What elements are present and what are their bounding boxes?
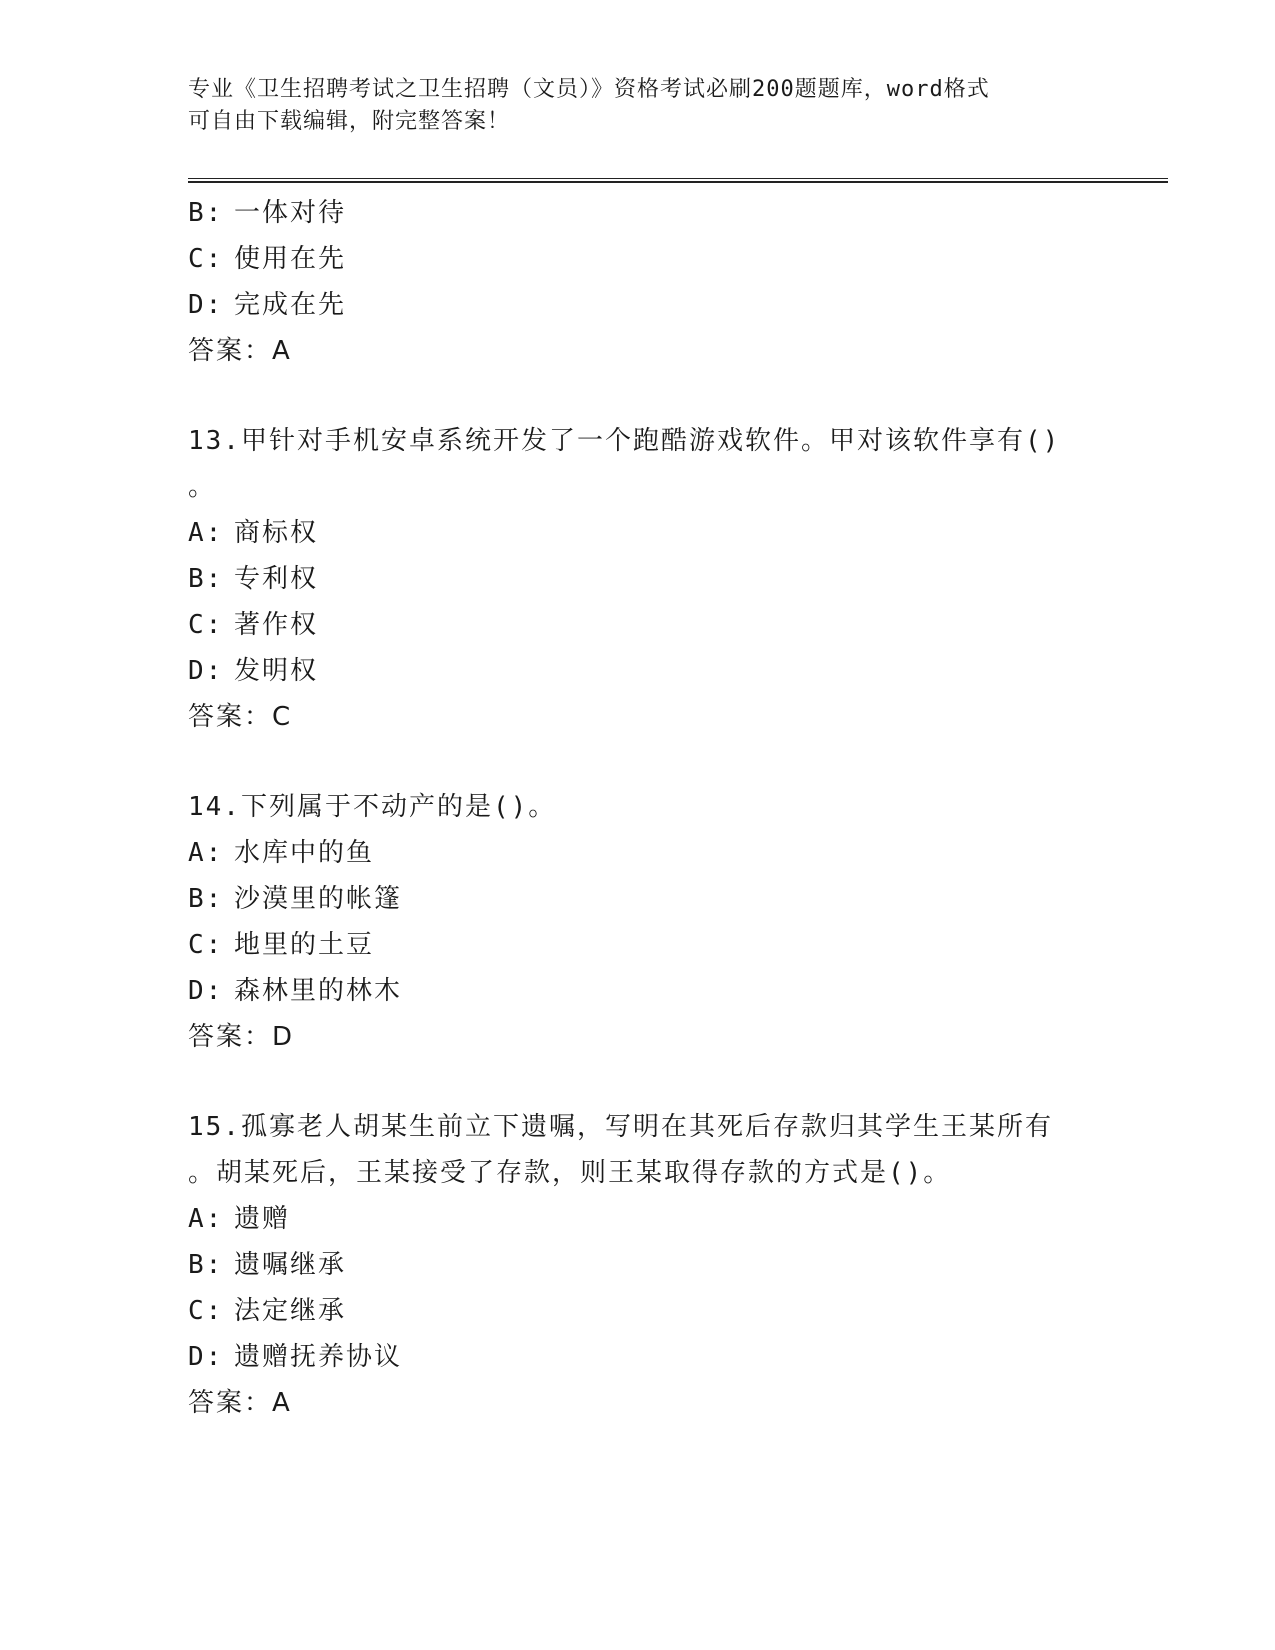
option-a	[188, 1196, 1088, 1242]
spacer	[188, 374, 1088, 418]
option-d	[188, 968, 1088, 1014]
header-line-2: 可自由下载编辑，附完整答案！	[188, 109, 511, 134]
option-text: 完成在先	[234, 290, 347, 320]
question-text-continued: 。胡某死后，王某接受了存款，则王某取得存款的方式是()。	[188, 1158, 952, 1188]
option-letter: C:	[188, 610, 224, 640]
option-c	[188, 236, 1088, 282]
answer-line: 答案：C	[188, 702, 293, 732]
option-letter: B:	[188, 198, 224, 228]
option-text: 使用在先	[234, 244, 347, 274]
option-a	[188, 830, 1088, 876]
option-letter: D:	[188, 976, 224, 1006]
answer-line: 答案：D	[188, 1022, 295, 1052]
option-b	[188, 556, 1088, 602]
option-text: 遗嘱继承	[234, 1250, 347, 1280]
option-letter: B:	[188, 884, 224, 914]
option-letter: C:	[188, 930, 224, 960]
question-text: 15.孤寡老人胡某生前立下遗嘱，写明在其死后存款归其学生王某所有	[188, 1112, 1053, 1142]
option-text: 森林里的林木	[234, 976, 403, 1006]
option-c	[188, 922, 1088, 968]
answer-line: 答案：A	[188, 336, 292, 366]
document-body	[188, 190, 1088, 1426]
question-text: 14.下列属于不动产的是()。	[188, 792, 557, 822]
document-header	[188, 74, 1068, 138]
option-letter: A:	[188, 518, 224, 548]
option-d	[188, 1334, 1088, 1380]
option-letter: B:	[188, 1250, 224, 1280]
option-letter: B:	[188, 564, 224, 594]
question-15	[188, 1104, 1088, 1426]
option-letter: A:	[188, 838, 224, 868]
option-d	[188, 282, 1088, 328]
option-text: 专利权	[234, 564, 319, 594]
option-text: 一体对待	[234, 198, 347, 228]
option-letter: C:	[188, 244, 224, 274]
option-text: 水库中的鱼	[234, 838, 375, 868]
option-letter: D:	[188, 1342, 224, 1372]
header-divider	[188, 178, 1168, 183]
answer-line: 答案：A	[188, 1388, 292, 1418]
option-letter: D:	[188, 290, 224, 320]
question-14	[188, 784, 1088, 1060]
option-b	[188, 1242, 1088, 1288]
question-text-continued: 。	[188, 472, 217, 502]
question-12-tail	[188, 190, 1088, 374]
option-text: 商标权	[234, 518, 319, 548]
option-letter: D:	[188, 656, 224, 686]
option-text: 地里的土豆	[234, 930, 375, 960]
option-b	[188, 876, 1088, 922]
option-letter: A:	[188, 1204, 224, 1234]
question-13	[188, 418, 1088, 740]
option-c	[188, 1288, 1088, 1334]
header-line-1: 专业《卫生招聘考试之卫生招聘（文员）》资格考试必刷200题题库，word格式	[188, 77, 990, 102]
option-b	[188, 190, 1088, 236]
option-text: 沙漠里的帐篷	[234, 884, 403, 914]
option-text: 遗赠抚养协议	[234, 1342, 403, 1372]
option-letter: C:	[188, 1296, 224, 1326]
option-text: 遗赠	[234, 1204, 291, 1234]
option-text: 法定继承	[234, 1296, 347, 1326]
option-text: 著作权	[234, 610, 319, 640]
spacer	[188, 740, 1088, 784]
spacer	[188, 1060, 1088, 1104]
option-c	[188, 602, 1088, 648]
question-text: 13.甲针对手机安卓系统开发了一个跑酷游戏软件。甲对该软件享有()	[188, 426, 1061, 456]
option-text: 发明权	[234, 656, 319, 686]
option-d	[188, 648, 1088, 694]
option-a	[188, 510, 1088, 556]
